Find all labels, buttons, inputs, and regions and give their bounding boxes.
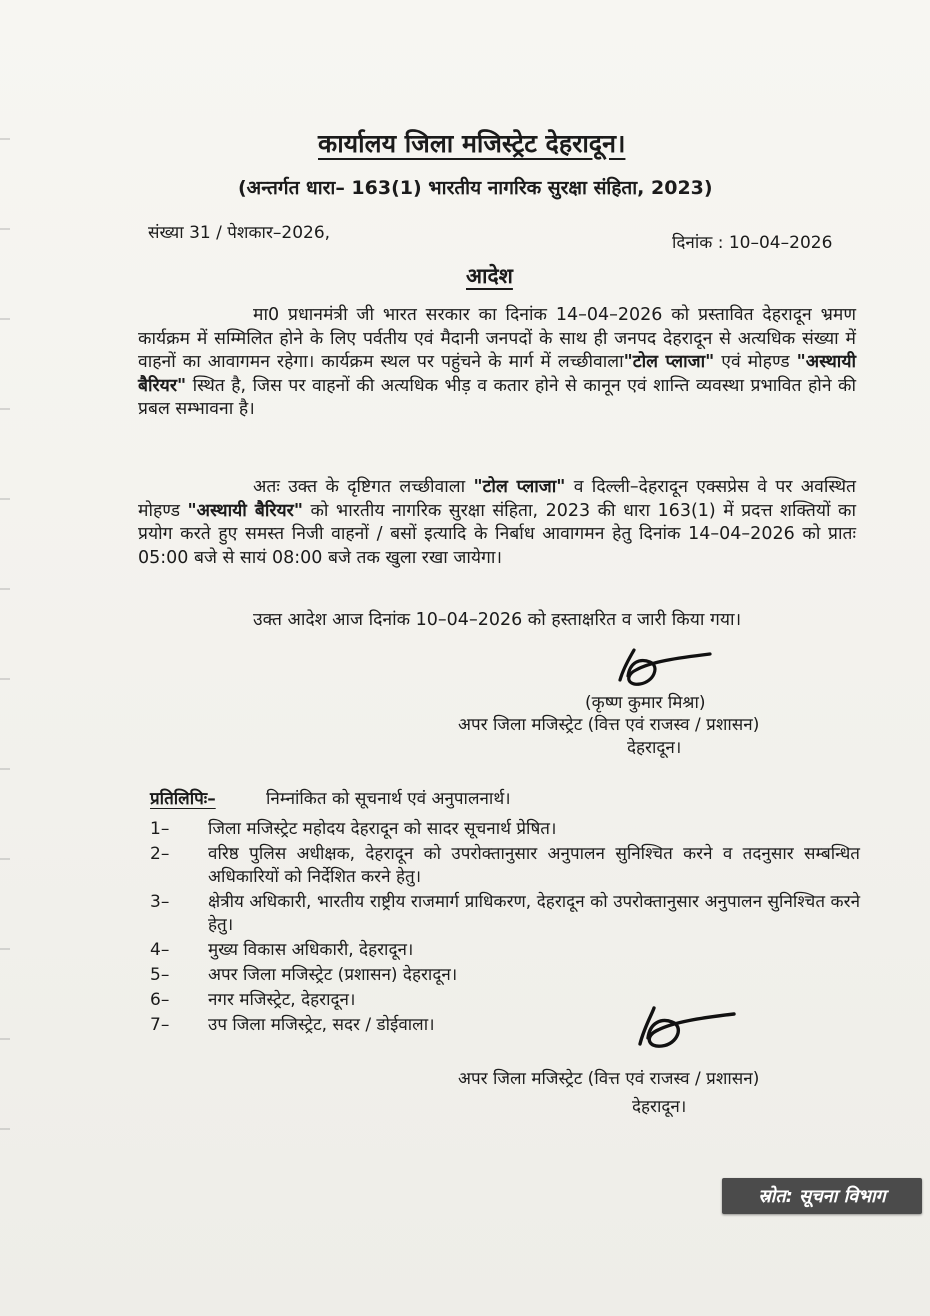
list-item [150,964,860,987]
order-paragraph-2: अतः उक्त के दृष्टिगत लच्छीवाला "टोल प्लाजा" व दिल्ली–देहरादून एक्सप्रेस वे पर अवस्थित मोहण्ड "अस्थायी बैरियर" को भारतीय नागरिक सुरक्षा संहिता, 2023 की धारा 163(1) में प्रदत्त शक्तियों का प्रयोग करते हुए समस्त निजी वाहनों / बसों इत्यादि के निर्बाध आवागमन हेतु दिनांक 14–04–2026 को प्रातः 05:00 बजे से सायं 08:00 बजे तक खुला रखा जायेगा। [138,477,856,568]
list-item-text: वरिष्ठ पुलिस अधीक्षक, देहरादून को उपरोक्तानुसार अनुपालन सुनिश्चित करने व तदनुसार सम्बन्धित अधिकारियों को निर्देशित करने हेतु। [208,844,860,887]
signature-mark [628,1004,738,1060]
list-item-text: नगर मजिस्ट्रेट, देहरादून। [208,990,356,1010]
list-item-text: मुख्य विकास अधिकारी, देहरादून। [208,940,414,960]
copy-to-text: निम्नांकित को सूचनार्थ एवं अनुपालनार्थ। [266,789,511,809]
source-label: स्रोत: सूचना विभाग [758,1186,886,1207]
order-paragraph-1: मा0 प्रधानमंत्री जी भारत सरकार का दिनांक 14–04–2026 को प्रस्तावित देहरादून भ्रमण कार्यक्रम में सम्मिलित होने के लिए पर्वतीय एवं मैदानी जनपदों के साथ ही जनपद देहरादून से अत्यधिक संख्या में वाहनों का आवागमन रहेगा। कार्यक्रम स्थल पर पहुंचने के मार्ग में लच्छीवाला"टोल प्लाजा" एवं मोहण्ड "अस्थायी बैरियर" स्थित है, जिस पर वाहनों की अत्यधिक भीड़ व कतार होने से कानून एवं शान्ति व्यवस्था प्रभावित होने की प्रबल सम्भावना है। [138,305,856,419]
list-item-number: 1– [150,819,170,839]
list-item [150,818,860,841]
legal-section-subtitle: (अन्तर्गत धारा– 163(1) भारतीय नागरिक सुरक्षा संहिता, 2023) [238,177,713,199]
list-item-number: 7– [150,1015,170,1035]
copy-to-label: प्रतिलिपिः– [150,789,216,809]
signatory-place: देहरादून। [627,738,682,758]
order-paragraph-3: उक्त आदेश आज दिनांक 10–04–2026 को हस्ताक्षरित व जारी किया गया। [253,610,742,630]
list-item [150,939,860,962]
list-item [150,891,860,937]
reference-number: संख्या 31 / पेशकार–2026, [148,223,331,243]
list-item-text: उप जिला मजिस्ट्रेट, सदर / डोईवाला। [208,1015,435,1035]
order-date: दिनांक : 10–04–2026 [672,233,833,253]
copy-to-list [150,818,860,1039]
source-badge [722,1178,922,1214]
list-item-number: 4– [150,940,170,960]
list-item [150,1014,860,1037]
signatory-designation: अपर जिला मजिस्ट्रेट (वित्त एवं राजस्व / प्रशासन) [458,715,760,735]
footer-designation: अपर जिला मजिस्ट्रेट (वित्त एवं राजस्व / प्रशासन) [458,1069,760,1089]
order-heading: आदेश [466,264,513,288]
signature-mark [606,646,716,696]
list-item-number: 6– [150,990,170,1010]
list-item-text: क्षेत्रीय अधिकारी, भारतीय राष्ट्रीय राजमार्ग प्राधिकरण, देहरादून को उपरोक्तानुसार अनुपालन सुनिश्चित करने हेतु। [208,892,860,935]
list-item-number: 5– [150,965,170,985]
list-item-text: जिला मजिस्ट्रेट महोदय देहरादून को सादर सूचनार्थ प्रेषित। [208,819,557,839]
list-item-number: 3– [150,892,170,912]
signatory-name: (कृष्ण कुमार मिश्रा) [585,693,706,713]
list-item-text: अपर जिला मजिस्ट्रेट (प्रशासन) देहरादून। [208,965,458,985]
footer-place: देहरादून। [632,1097,687,1117]
scan-edge-marks [0,100,10,1150]
office-title: कार्यालय जिला मजिस्ट्रेट देहरादून। [318,129,626,158]
list-item [150,989,860,1012]
list-item-number: 2– [150,844,170,864]
list-item [150,843,860,889]
